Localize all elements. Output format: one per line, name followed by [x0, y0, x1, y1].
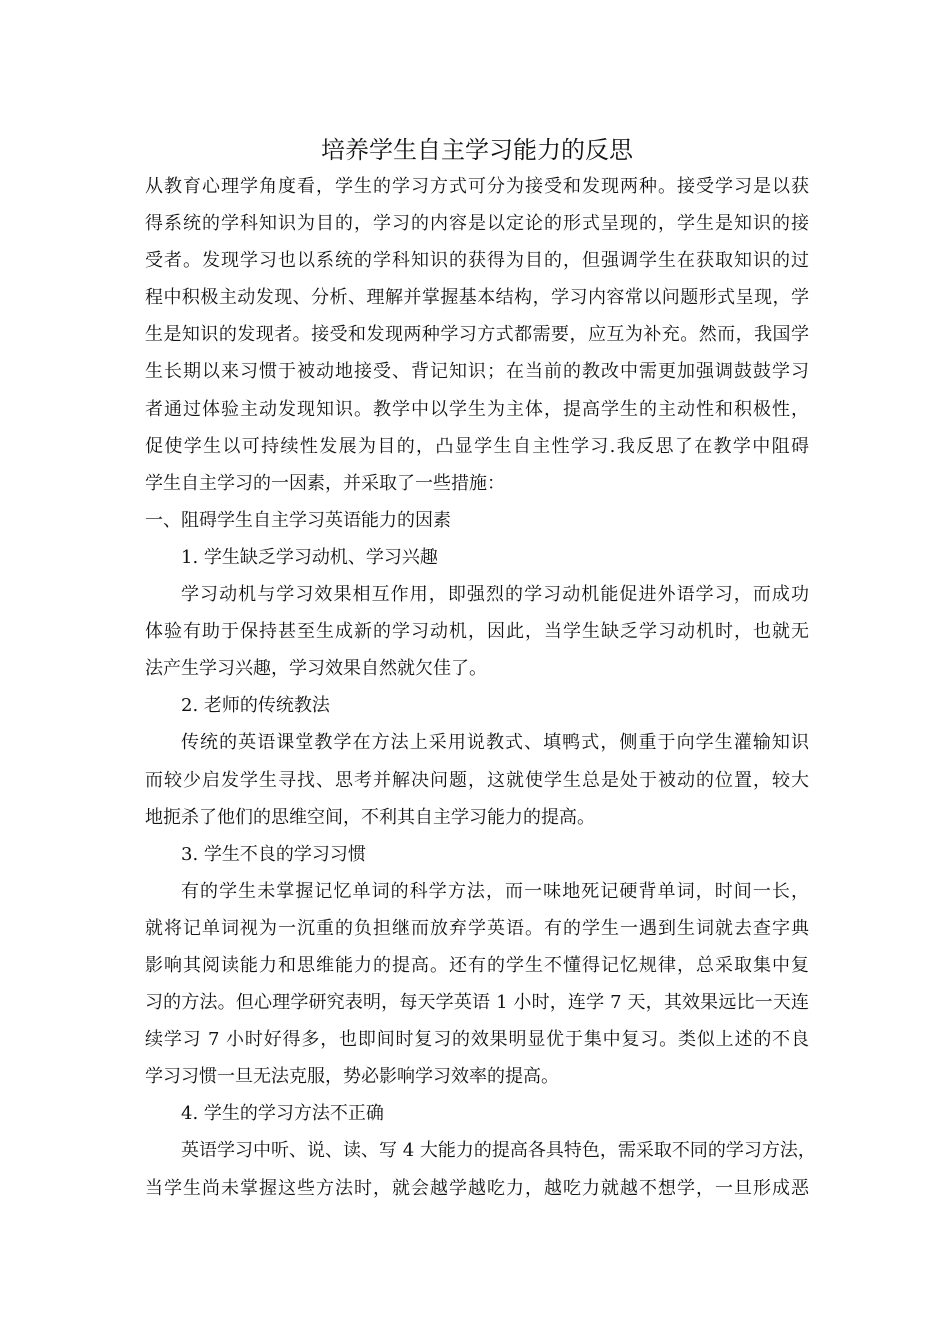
- section-heading: 一、阻碍学生自主学习英语能力的因素: [145, 509, 451, 531]
- subsection-heading: 4. 学生的学习方法不正确: [181, 1103, 384, 1125]
- text-line: 有的学生未掌握记忆单词的科学方法，而一味地死记硬背单词，时间一长，: [181, 880, 809, 902]
- text-line: 地扼杀了他们的思维空间，不利其自主学习能力的提高。: [145, 806, 595, 828]
- text-line: 受者。发现学习也以系统的学科知识的获得为目的，但强调学生在获取知识的过: [145, 250, 809, 272]
- text-line: 当学生尚未掌握这些方法时，就会越学越吃力，越吃力就越不想学，一旦形成恶: [145, 1177, 809, 1199]
- text-line: 促使学生以可持续性发展为目的，凸显学生自主性学习.我反思了在教学中阻碍: [145, 435, 809, 457]
- text-line: 传统的英语课堂教学在方法上采用说教式、填鸭式，侧重于向学生灌输知识: [181, 732, 809, 754]
- text-line: 生长期以来习惯于被动地接受、背记知识；在当前的教改中需更加强调鼓鼓学习: [145, 361, 809, 383]
- text-line: 程中积极主动发现、分析、理解并掌握基本结构，学习内容常以问题形式呈现，学: [145, 287, 809, 309]
- text-line: 学习习惯一旦无法克服，势必影响学习效率的提高。: [145, 1066, 559, 1088]
- document-body: [145, 132, 816, 1207]
- text-line: 体验有助于保持甚至生成新的学习动机，因此，当学生缺乏学习动机时，也就无: [145, 621, 809, 643]
- text-line: 续学习 7 小时好得多，也即间时复习的效果明显优于集中复习。类似上述的不良: [145, 1029, 809, 1051]
- text-line: 生是知识的发现者。接受和发现两种学习方式都需要，应互为补充。然而，我国学: [145, 324, 809, 346]
- subsection-heading: 2. 老师的传统教法: [181, 695, 330, 717]
- text-line: 习的方法。但心理学研究表明，每天学英语 1 小时，连学 7 天，其效果远比一天连: [145, 992, 809, 1014]
- subsection-heading: 3. 学生不良的学习习惯: [181, 843, 366, 865]
- document-title: 培养学生自主学习能力的反思: [321, 136, 633, 164]
- text-line: 影响其阅读能力和思维能力的提高。还有的学生不懂得记忆规律，总采取集中复: [145, 954, 809, 976]
- text-line: 从教育心理学角度看，学生的学习方式可分为接受和发现两种。接受学习是以获: [145, 176, 809, 197]
- text-line: 得系统的学科知识为目的，学习的内容是以定论的形式呈现的，学生是知识的接: [145, 213, 809, 235]
- subsection-heading: 1. 学生缺乏学习动机、学习兴趣: [181, 546, 438, 568]
- text-line: 而较少启发学生寻找、思考并解决问题，这就使学生总是处于被动的位置，较大: [145, 769, 809, 791]
- text-line: 者通过体验主动发现知识。教学中以学生为主体，提高学生的主动性和积极性，: [145, 398, 809, 420]
- text-line: 学生自主学习的一因素，并采取了一些措施：: [145, 472, 505, 494]
- text-line: 学习动机与学习效果相互作用，即强烈的学习动机能促进外语学习，而成功: [181, 584, 809, 606]
- text-line: 就将记单词视为一沉重的负担继而放弃学英语。有的学生一遇到生词就去查字典: [145, 917, 809, 939]
- text-line: 法产生学习兴趣，学习效果自然就欠佳了。: [145, 658, 487, 680]
- text-line: 英语学习中听、说、读、写 4 大能力的提高各具特色，需采取不同的学习方法，: [181, 1140, 816, 1162]
